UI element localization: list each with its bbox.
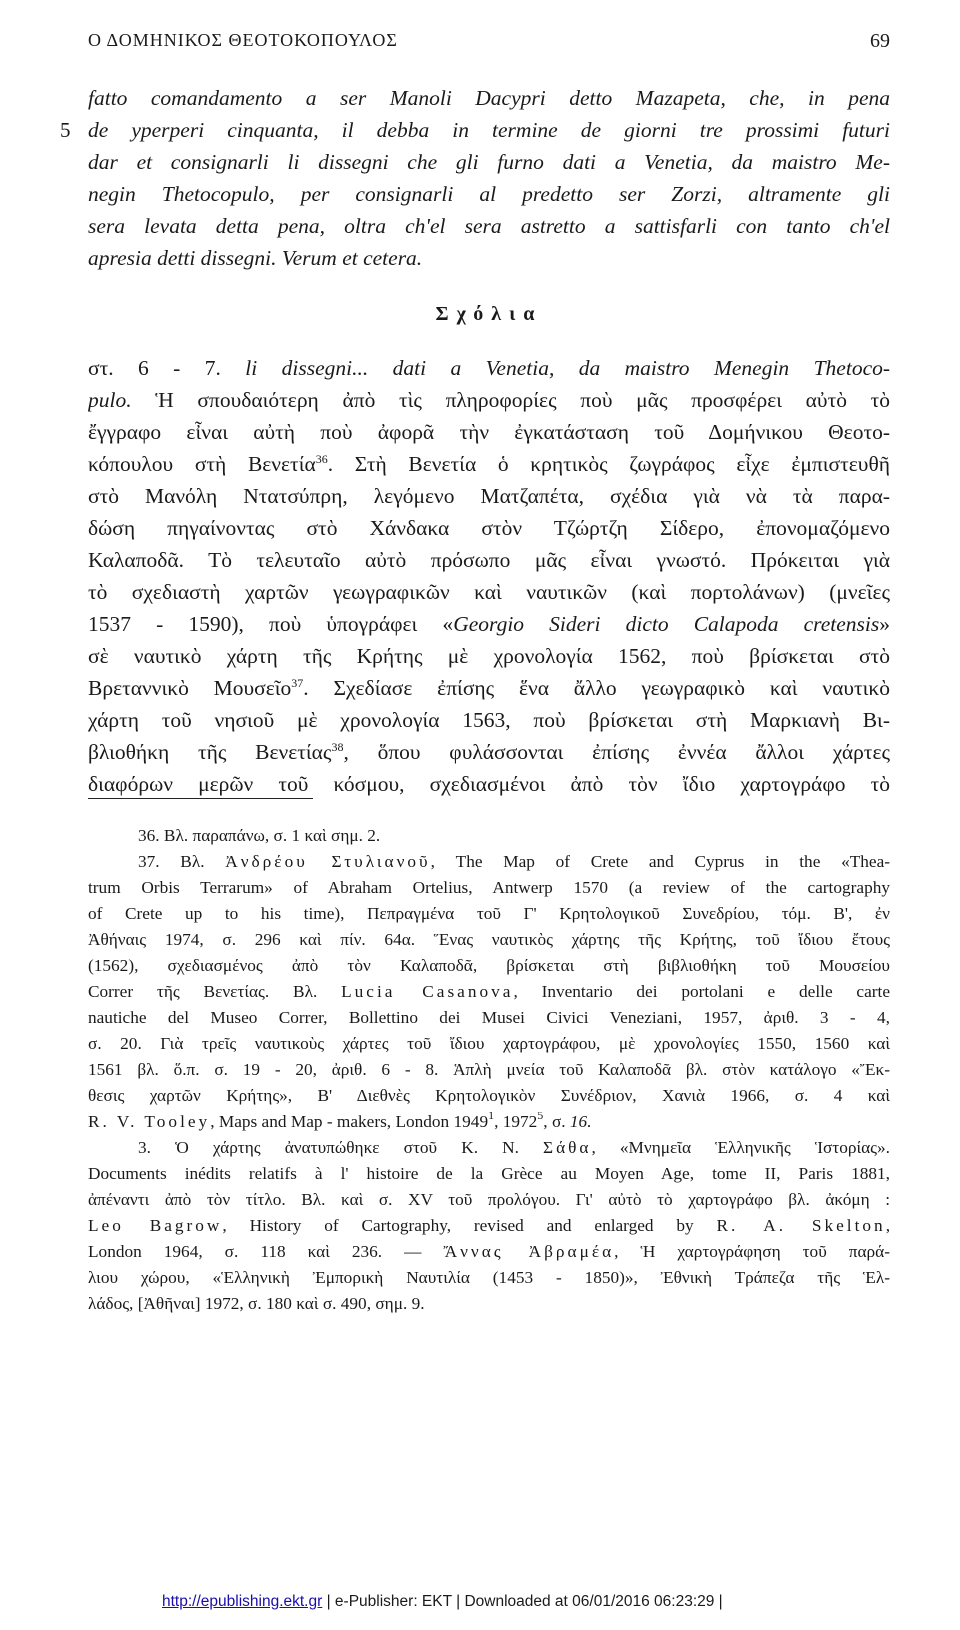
footnote-divider	[88, 798, 313, 799]
document-line: negin Thetocopulo, per consignarli al predetto ser Zorzi, altramente gli	[88, 182, 890, 206]
header-title: Ο ΔΟΜΗΝΙΚΟΣ ΘΕΟΤΟΚΟΠΟΥΛΟΣ	[88, 30, 398, 50]
footer-text: | e-Publisher: EKT | Downloaded at 06/01/2016 06:23:29 |	[322, 1593, 723, 1610]
commentary-line: Βρεταννικὸ Μουσεῖο$^{37}$. Σχεδίασε ἐπίσης ἕνα ἄλλο γεωγραφικὸ καὶ ναυτικὸ	[88, 676, 890, 700]
footnote-ref-38: 38	[331, 740, 344, 754]
commentary-line: τὸ σχεδιαστὴ χαρτῶν γεωγραφικῶν καὶ ναυτικῶν (καὶ πορτολάνων) (μνεῖες	[88, 580, 890, 604]
epublishing-link[interactable]: http://epublishing.ekt.gr	[162, 1593, 323, 1610]
footnote-3-line: Documents inédits relatifs à l' histoire de la Grèce au Moyen Age, tome II, Paris 1881,	[88, 1164, 890, 1183]
footnote-37-line: Ἀθήναις 1974, σ. 296 καὶ πίν. 64α. Ἕνας ναυτικὸς χάρτης τῆς Κρήτης, τοῦ ἴδιου ἔτους	[88, 930, 890, 949]
commentary-line: δώση πηγαίνοντας στὸ Χάνδακα στὸν Τζώρτζη Σίδερο, ἐπονομαζόμενο	[88, 516, 890, 540]
document-line: sera levata detta pena, oltra ch'el sera astretto a sattisfarli con tanto ch'el	[88, 214, 890, 238]
footnote-37-line: R. V. Tooley, Maps and Map - makers, London 1949$^1$, 1972$^5$, σ. 16.	[88, 1112, 592, 1131]
footnote-37-line: 37. Βλ. Ἀνδρέου Στυλιανοῦ, The Map of Crete and Cyprus in the «Thea-	[138, 852, 890, 871]
commentary-line: ἔγγραφο εἶναι αὐτὴ ποὺ ἀφορᾶ τὴν ἐγκατάσταση τοῦ Δομήνικου Θεοτο-	[88, 420, 890, 444]
footnote-3-line: Leo Bagrow, History of Cartography, revised and enlarged by R. A. Skelton,	[88, 1216, 890, 1235]
commentary-line: στ. 6 - 7. li dissegni... dati a Venetia, da maistro Menegin Thetoco-	[88, 356, 890, 380]
document-line: apresia detti dissegni. Verum et cetera.	[88, 246, 423, 270]
commentary-line: σὲ ναυτικὸ χάρτη τῆς Κρήτης μὲ χρονολογία 1562, ποὺ βρίσκεται στὸ	[88, 644, 890, 668]
footnote-3-line: λιου χώρου, «Ἑλληνικὴ Ἐμπορικὴ Ναυτιλία (1453 - 1850)», Ἐθνικὴ Τράπεζα τῆς Ἑλ-	[88, 1268, 890, 1287]
download-footer	[162, 1593, 723, 1611]
footnote-36: 36. Βλ. παραπάνω, σ. 1 καὶ σημ. 2.	[138, 826, 381, 845]
footnote-37-line: (1562), σχεδιασμένος ἀπὸ τὸν Καλαποδᾶ, βρίσκεται στὴ βιβλιοθήκη τοῦ Μουσείου	[88, 956, 890, 975]
document-line: fatto comandamento a ser Manoli Dacypri detto Mazapeta, che, in pena	[88, 86, 890, 110]
commentary-line: χάρτη τοῦ νησιοῦ μὲ χρονολογία 1563, ποὺ βρίσκεται στὴ Μαρκιανὴ Βι-	[88, 708, 890, 732]
footnote-37-line: trum Orbis Terrarum» of Abraham Ortelius, Antwerp 1570 (a review of the cartography	[88, 878, 890, 897]
footnote-3-line: 3. Ὁ χάρτης ἀνατυπώθηκε στοῦ Κ. Ν. Σάθα, «Μνημεῖα Ἑλληνικῆς Ἱστορίας».	[138, 1138, 890, 1157]
page-number: 69	[870, 30, 890, 52]
footnote-ref-36: 36	[315, 452, 328, 466]
footnote-37-line: Correr τῆς Βενετίας. Βλ. Lucia Casanova, Inventario dei portolani e delle carte	[88, 982, 890, 1001]
document-line: de yperperi cinquanta, il debba in termine de giorni tre prossimi futuri	[88, 118, 890, 142]
commentary-line: βλιοθήκη τῆς Βενετίας$^{38}$, ὅπου φυλάσσονται ἐπίσης ἐννέα ἄλλοι χάρτες	[88, 740, 890, 764]
commentary-line: στὸ Μανόλη Ντατσύπρη, λεγόμενο Ματζαπέτα, σχέδια γιὰ νὰ τὰ παρα-	[88, 484, 890, 508]
commentary-line: Καλαποδᾶ. Τὸ τελευταῖο αὐτὸ πρόσωπο μᾶς εἶναι γνωστό. Πρόκειται γιὰ	[88, 548, 890, 572]
footnote-3-line: London 1964, σ. 118 καὶ 236. — Ἄννας Ἀβραμέα, Ἡ χαρτογράφηση τοῦ παρά-	[88, 1242, 890, 1261]
footnote-37-line: σ. 20. Γιὰ τρεῖς ναυτικοὺς χάρτες τοῦ ἴδιου χαρτογράφου, μὲ χρονολογίες 1550, 1560 καὶ	[88, 1034, 890, 1053]
document-line: dar et consignarli li dissegni che gli furno dati a Venetia, da maistro Me-	[88, 150, 890, 174]
section-heading: Σχόλια	[435, 303, 543, 325]
margin-line-number: 5	[60, 118, 71, 142]
commentary-line: 1537 - 1590), ποὺ ὑπογράφει «Georgio Sideri dicto Calapoda cretensis»	[88, 612, 890, 636]
footnote-37-line: of Crete up to his time), Πεπραγμένα τοῦ Γ' Κρητολογικοῦ Συνεδρίου, τόμ. Β', ἐν	[88, 904, 890, 923]
footnote-3-line: λάδος, [Ἀθῆναι] 1972, σ. 180 καὶ σ. 490, σημ. 9.	[88, 1294, 425, 1313]
footnote-37-line: θεσις χαρτῶν Κρήτης», Β' Διεθνὲς Κρητολογικὸν Συνέδριον, Χανιὰ 1966, σ. 4 καὶ	[88, 1086, 890, 1105]
footnote-37-line: 1561 βλ. ὅ.π. σ. 19 - 20, ἀριθ. 6 - 8. Ἁπλὴ μνεία τοῦ Καλαποδᾶ βλ. στὸν κατάλογο «Ἔκ-	[88, 1060, 890, 1079]
footnote-37-line: nautiche del Museo Correr, Bollettino dei Musei Civici Veneziani, 1957, ἀριθ. 3 - 4,	[88, 1008, 890, 1027]
commentary-line: pulo. Ἡ σπουδαιότερη ἀπὸ τὶς πληροφορίες ποὺ μᾶς προσφέρει αὐτὸ τὸ	[88, 388, 890, 412]
footnote-ref-37: 37	[291, 676, 304, 690]
footnote-3-line: ἀπέναντι ἀπὸ τὸν τίτλο. Βλ. καὶ σ. XV τοῦ προλόγου. Γι' αὐτὸ τὸ χαρτογράφο βλ. ἀκόμη :	[88, 1190, 890, 1209]
commentary-line: κόπουλου στὴ Βενετία$^{36}$. Στὴ Βενετία ὁ κρητικὸς ζωγράφος εἶχε ἐμπιστευθῆ	[88, 452, 890, 476]
commentary-line: διαφόρων μερῶν τοῦ κόσμου, σχεδιασμένοι ἀπὸ τὸν ἴδιο χαρτογράφο τὸ	[88, 772, 890, 796]
running-header	[88, 30, 890, 51]
